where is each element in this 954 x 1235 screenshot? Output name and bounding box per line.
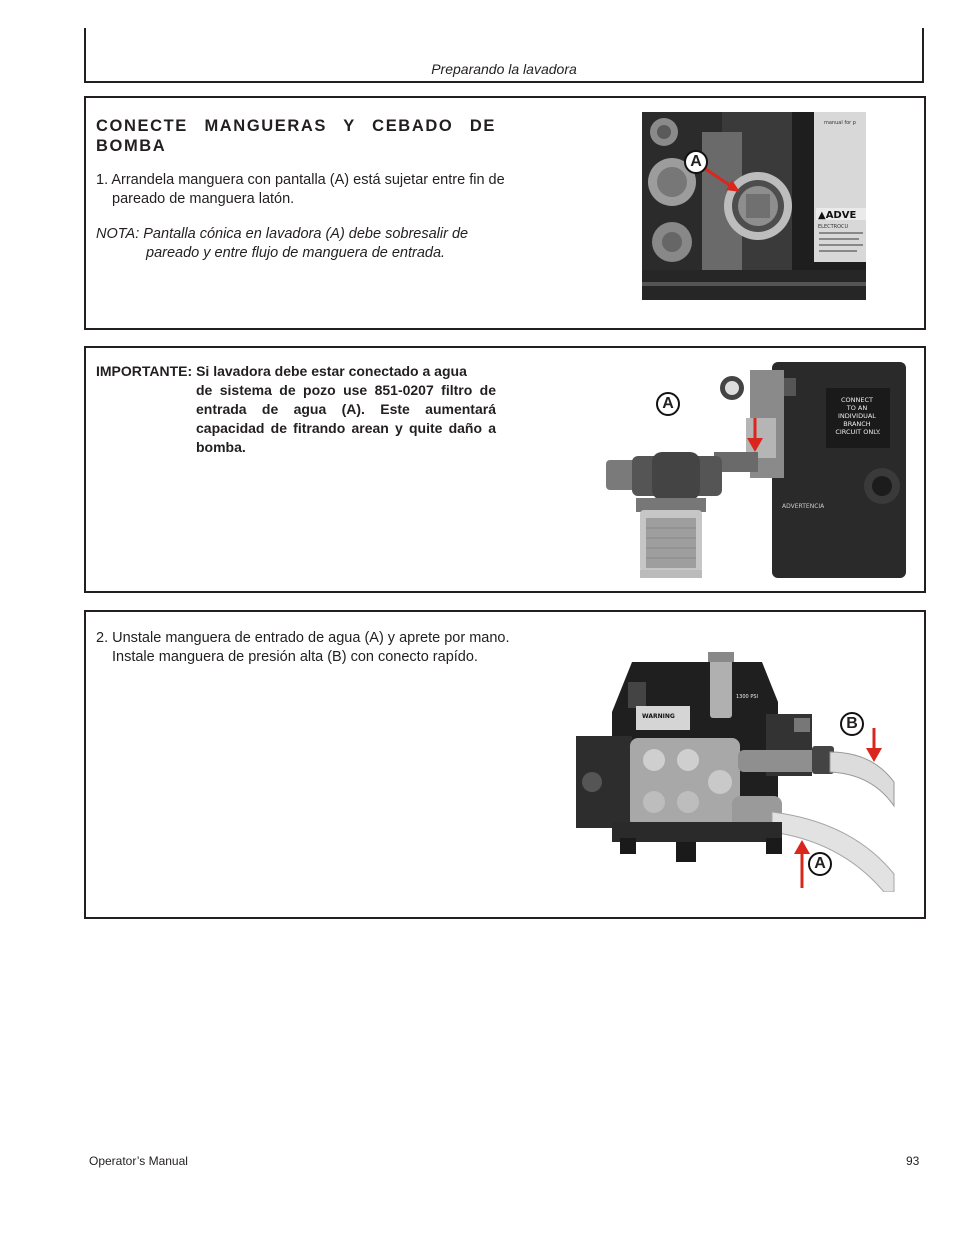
page-number: 93 [906, 1154, 920, 1168]
step-2-text: 2. Unstale manguera de entrado de agua (A) y aprete por mano. Instale manguera de presión alta (B) con conecto rapído. [96, 630, 510, 665]
photo-label-line: TO AN [846, 404, 868, 412]
section-heading: CONECTE MANGUERAS Y CEBADO DE BOMBA [96, 117, 496, 155]
section-title-text: Preparando la lavadora [431, 61, 577, 77]
note-line-2: pareado y entre flujo de manguera de entrada. [146, 244, 446, 261]
step-1-text: 1. Arrandela manguera con pantalla (A) está sujetar entre fin de pareado de manguera latón. [96, 172, 505, 207]
important-label: IMPORTANTE: [96, 363, 193, 379]
important-rest: de sistema de pozo use 851-0207 filtro de entrada de agua (A). Este aumentará capacidad de fitrando arean y quite daño a bomba. [196, 382, 496, 455]
photo-warning-text: WARNING [642, 713, 675, 720]
note-label: NOTA: [96, 226, 140, 242]
section-title [86, 61, 922, 77]
photo-warning-text: ▲ADVE [818, 210, 857, 221]
pump-screen-photo [642, 112, 866, 300]
photo-electric-text: ELECTROCU [818, 224, 849, 230]
hose-install-panel [84, 610, 926, 919]
important-notice [96, 362, 496, 457]
hose-connection-panel [84, 96, 926, 330]
pressure-washer-photo [572, 642, 912, 892]
callout-a: A [808, 852, 832, 876]
note-line-1: Pantalla cónica en lavadora (A) debe sobresalir de [143, 226, 469, 242]
footer-manual-title: Operator’s Manual [89, 1154, 188, 1168]
callout-b: B [840, 712, 864, 736]
photo-advert-text: ADVERTENCIA [782, 503, 825, 510]
callout-a: A [684, 150, 708, 174]
important-first-line: Si lavadora debe estar conectado a agua [196, 363, 467, 379]
photo-psi-text: 1300 PSI [736, 694, 758, 700]
note-text [96, 225, 496, 262]
water-filter-photo [596, 358, 908, 580]
water-filter-panel [84, 346, 926, 593]
photo-label-line: BRANCH [843, 420, 871, 428]
photo-manual-text: manual for p [824, 120, 856, 126]
svg-text:CONNECT TO AN INDI [835, 396, 880, 436]
page-header [84, 28, 924, 83]
callout-a: A [656, 392, 680, 416]
photo-label-line: INDIVIDUAL [838, 412, 876, 420]
photo-label-line: CIRCUIT ONLY. [835, 428, 881, 436]
photo-label-line: CONNECT [840, 396, 873, 404]
